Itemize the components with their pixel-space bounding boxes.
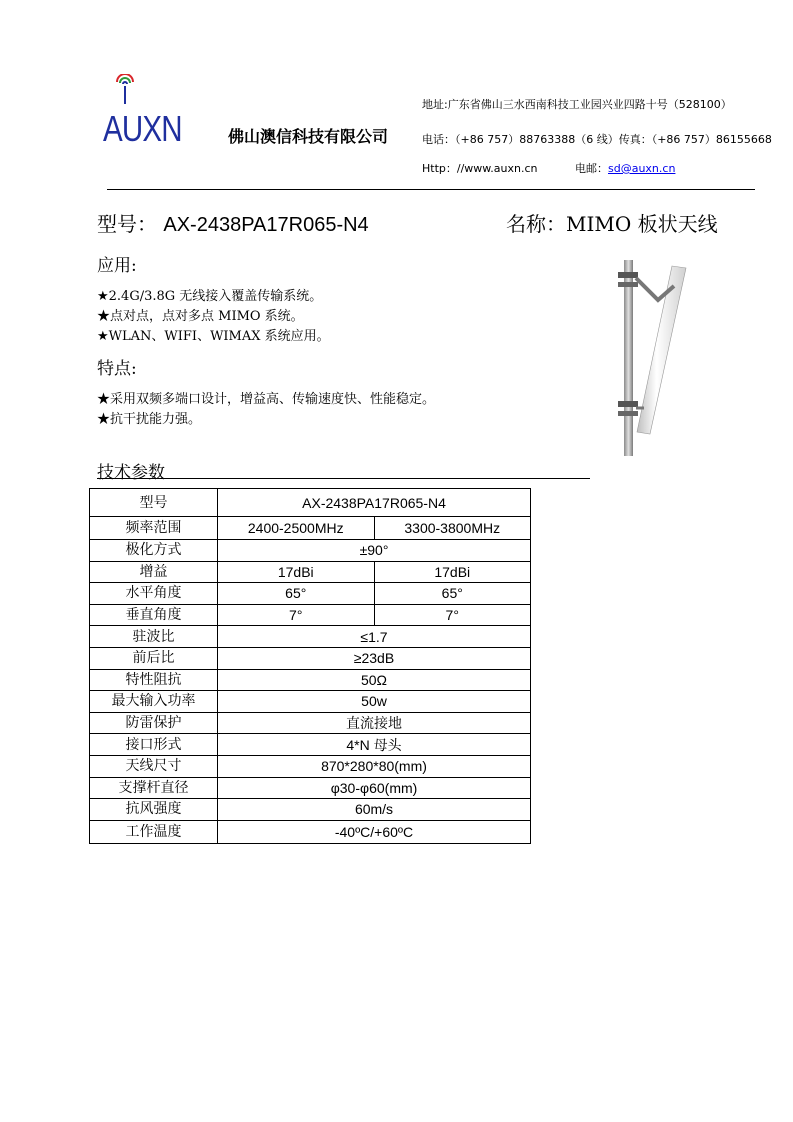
table-row [90,489,531,517]
contact-line [422,160,722,176]
spec-label: 增益 [90,561,218,583]
logo-text: AUXN [103,108,182,149]
spec-label: 型号 [90,489,218,517]
spec-label: 驻波比 [90,626,218,648]
feature-item: ★采用双频多端口设计，增益高、传输速度快、性能稳定。 [97,392,436,407]
spec-label: 最大输入功率 [90,691,218,713]
features-heading: 特点: [97,359,137,379]
spec-value: 7° [218,604,375,626]
spec-table [89,488,531,844]
email-link[interactable]: sd@auxn.cn [608,162,676,175]
spec-value: 50w [218,691,531,713]
spec-value: ≤1.7 [218,626,531,648]
spec-value: ≥23dB [218,647,531,669]
spec-label: 水平角度 [90,583,218,605]
spec-value: AX-2438PA17R065-N4 [218,489,531,517]
table-row [90,583,531,605]
name-value: MIMO 板状天线 [566,212,718,236]
table-row [90,561,531,583]
spec-value: 4*N 母头 [218,734,531,756]
spec-label: 前后比 [90,647,218,669]
company-phone: 电话：（+86 757）88763388（6 线）传真：（+86 757）86155668 [422,133,772,146]
company-name: 佛山澳信科技有限公司 [228,127,389,146]
application-item: ★2.4G/3.8G 无线接入覆盖传输系统。 [97,289,323,304]
model-value: AX-2438PA17R065-N4 [163,214,369,236]
table-row [90,540,531,562]
spec-value: ±90° [218,540,531,562]
table-row [90,799,531,821]
spec-value: 870*280*80(mm) [218,755,531,777]
spec-value: 50Ω [218,669,531,691]
spec-value: 7° [374,604,531,626]
spec-label: 抗风强度 [90,799,218,821]
spec-label: 特性阻抗 [90,669,218,691]
feature-item: ★抗干扰能力强。 [97,412,202,427]
website-text: //www.auxn.cn [456,162,538,175]
model-label: 型号： [97,212,157,236]
application-item: ★WLAN、WIFI、WIMAX 系统应用。 [97,329,330,344]
spec-value: φ30-φ60(mm) [218,777,531,799]
table-row [90,604,531,626]
spec-value: 65° [218,583,375,605]
header-divider [107,189,755,190]
table-row [90,712,531,734]
spec-label: 垂直角度 [90,604,218,626]
table-row [90,734,531,756]
name-label: 名称： [506,212,566,236]
spec-value: 17dBi [218,561,375,583]
table-row [90,820,531,843]
model-title [97,208,369,237]
table-row [90,669,531,691]
table-row [90,777,531,799]
application-item: ★点对点，点对多点 MIMO 系统。 [97,309,304,324]
table-row [90,626,531,648]
spec-value: 17dBi [374,561,531,583]
spec-value: 3300-3800MHz [374,517,531,540]
spec-value: 直流接地 [218,712,531,734]
spec-value: 2400-2500MHz [218,517,375,540]
antenna-product-image [606,256,696,456]
spec-label: 工作温度 [90,820,218,843]
application-heading: 应用: [97,256,137,276]
params-divider [97,478,590,479]
params-heading: 技术参数 [97,463,165,483]
table-row [90,647,531,669]
product-name-title [506,208,718,237]
table-row [90,755,531,777]
email-label: 电邮： [575,162,608,175]
spec-value: -40ºC/+60ºC [218,820,531,843]
spec-label: 频率范围 [90,517,218,540]
table-row [90,517,531,540]
table-row [90,691,531,713]
http-label: Http： [422,162,457,175]
spec-label: 天线尺寸 [90,755,218,777]
spec-label: 防雷保护 [90,712,218,734]
spec-label: 支撑杆直径 [90,777,218,799]
spec-value: 60m/s [218,799,531,821]
spec-label: 接口形式 [90,734,218,756]
spec-label: 极化方式 [90,540,218,562]
company-address: 地址:广东省佛山三水西南科技工业园兴业四路十号（528100） [422,98,732,111]
spec-value: 65° [374,583,531,605]
